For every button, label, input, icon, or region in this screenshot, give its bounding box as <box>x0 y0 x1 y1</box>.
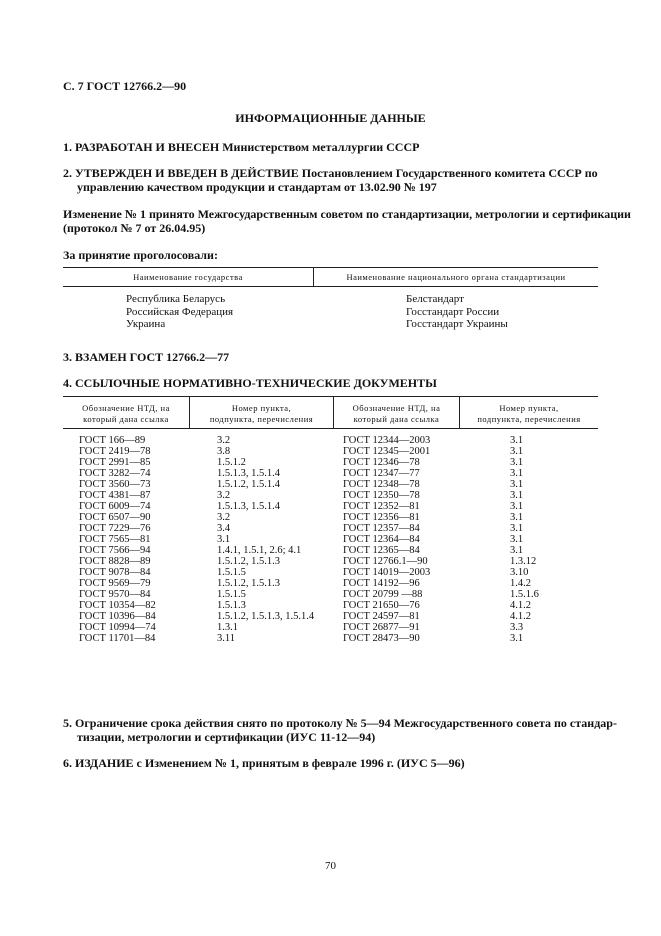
ref-clause: 4.1.2 <box>510 611 531 622</box>
ref-clause: 3.1 <box>510 435 524 446</box>
body-name: Госстандарт Украины <box>406 318 508 330</box>
ref-clause: 1.5.1.3, 1.5.1.4 <box>217 468 280 479</box>
ref-col4-header-line1: Номер пункта, <box>499 403 559 413</box>
item-6: 6. ИЗДАНИЕ с Изменением № 1, принятым в феврале 1996 г. (ИУС 5—96) <box>63 756 465 770</box>
ref-designation: ГОСТ 14019—2003 <box>343 567 431 578</box>
ref-col4-header <box>460 403 598 425</box>
ref-clause: 3.1 <box>510 501 524 512</box>
state-name: Российская Федерация <box>126 305 234 318</box>
ref-col1-values <box>79 435 156 644</box>
item-5-line-2: тизации, метрологии и сертификации (ИУС 11-12—94) <box>77 730 376 744</box>
ref-col1-header <box>63 403 189 425</box>
ref-designation: ГОСТ 12357—84 <box>343 523 420 534</box>
ref-designation: ГОСТ 3560—73 <box>79 479 151 490</box>
ref-designation: ГОСТ 8828—89 <box>79 556 151 567</box>
ref-designation: ГОСТ 12347—77 <box>343 468 420 479</box>
ref-designation: ГОСТ 6009—74 <box>79 501 151 512</box>
ref-designation: ГОСТ 6507—90 <box>79 512 151 523</box>
ref-designation: ГОСТ 10994—74 <box>79 622 156 633</box>
ref-designation: ГОСТ 12766.1—90 <box>343 556 428 567</box>
ref-designation: ГОСТ 12350—78 <box>343 490 420 501</box>
ref-clause: 3.1 <box>510 446 524 457</box>
item-2-line-1: 2. УТВЕРЖДЕН И ВВЕДЕН В ДЕЙСТВИЕ Постановлением Государственного комитета СССР по <box>63 166 598 180</box>
ref-designation: ГОСТ 7229—76 <box>79 523 151 534</box>
ref-designation: ГОСТ 26877—91 <box>343 622 420 633</box>
ref-clause: 1.5.1.6 <box>510 589 539 600</box>
ref-designation: ГОСТ 20799 —88 <box>343 589 423 600</box>
ref-clause: 3.2 <box>217 435 231 446</box>
ref-clause: 3.3 <box>510 622 524 633</box>
ref-designation: ГОСТ 12346—78 <box>343 457 420 468</box>
ref-designation: ГОСТ 4381—87 <box>79 490 151 501</box>
ref-designation: ГОСТ 12348—78 <box>343 479 420 490</box>
ref-clause: 1.4.2 <box>510 578 531 589</box>
ref-clause: 3.2 <box>217 512 231 523</box>
page-header: С. 7 ГОСТ 12766.2—90 <box>63 79 187 93</box>
ref-clause: 3.2 <box>217 490 231 501</box>
ref-clause: 1.3.1 <box>217 622 238 633</box>
ref-designation: ГОСТ 9570—84 <box>79 589 151 600</box>
ref-clause: 3.1 <box>510 457 524 468</box>
ref-clause: 1.3.12 <box>510 556 537 567</box>
voted-label: За принятие проголосовали: <box>63 248 218 262</box>
states-table-header-rule <box>63 286 598 287</box>
ref-designation: ГОСТ 12344—2003 <box>343 435 431 446</box>
state-name: Республика Беларусь <box>126 293 226 305</box>
bodies-list <box>406 293 508 331</box>
ref-designation: ГОСТ 28473—90 <box>343 633 420 644</box>
ref-designation: ГОСТ 10354—82 <box>79 600 156 611</box>
ref-designation: ГОСТ 7565—81 <box>79 534 151 545</box>
ref-clause: 3.1 <box>510 479 524 490</box>
item-4: 4. ССЫЛОЧНЫЕ НОРМАТИВНО-ТЕХНИЧЕСКИЕ ДОКУМЕНТЫ <box>63 376 437 390</box>
ref-clause: 1.5.1.2, 1.5.1.3, 1.5.1.4 <box>217 611 315 622</box>
item-2-line-2: управлению качеством продукции и стандартам от 13.02.90 № 197 <box>77 180 437 194</box>
ref-col2-header <box>190 403 333 425</box>
ref-designation: ГОСТ 11701—84 <box>79 633 156 644</box>
bodies-col-header: Наименование национального органа стандартизации <box>346 272 566 282</box>
states-col-header: Наименование государства <box>133 272 243 282</box>
body-name: Белстандарт <box>406 293 464 305</box>
change-line-1: Изменение № 1 принято Межгосударственным советом по стандартизации, метрологии и сертификации <box>63 207 631 221</box>
state-name: Украина <box>126 318 166 330</box>
ref-designation: ГОСТ 14192—96 <box>343 578 420 589</box>
body-name: Госстандарт России <box>406 305 500 318</box>
ref-clause: 1.5.1.3 <box>217 600 246 611</box>
ref-col3-header-line2: который дана ссылка <box>353 414 440 424</box>
ref-clause: 1.5.1.3, 1.5.1.4 <box>217 501 280 512</box>
ref-clause: 3.1 <box>510 545 524 556</box>
ref-col1-header-line2: который дана ссылка <box>83 414 169 424</box>
ref-clause: 3.1 <box>510 490 524 501</box>
ref-designation: ГОСТ 9078—84 <box>79 567 151 578</box>
ref-designation: ГОСТ 12365—84 <box>343 545 420 556</box>
ref-clause: 3.1 <box>510 468 524 479</box>
item-3: 3. ВЗАМЕН ГОСТ 12766.2—77 <box>63 350 230 364</box>
ref-clause: 1.5.1.5 <box>217 567 246 578</box>
states-list <box>126 293 233 331</box>
ref-designation: ГОСТ 21650—76 <box>343 600 420 611</box>
ref-clause: 3.1 <box>510 534 524 545</box>
ref-designation: ГОСТ 12364—84 <box>343 534 420 545</box>
ref-col4-header-line2: подпункта, перечисления <box>477 414 581 424</box>
ref-designation: ГОСТ 7566—94 <box>79 545 151 556</box>
ref-clause: 1.4.1, 1.5.1, 2.6; 4.1 <box>217 545 302 556</box>
ref-clause: 1.5.1.5 <box>217 589 246 600</box>
ref-col1-header-line1: Обозначение НТД, на <box>82 403 170 413</box>
ref-clause: 3.1 <box>217 534 231 545</box>
ref-col2-header-line2: подпункта, перечисления <box>209 414 314 424</box>
ref-clause: 3.1 <box>510 633 524 644</box>
ref-designation: ГОСТ 12345—2001 <box>343 446 431 457</box>
ref-table-top-rule <box>63 396 598 397</box>
page-number: 70 <box>325 860 336 872</box>
ref-designation: ГОСТ 24597—81 <box>343 611 420 622</box>
ref-col2-values <box>217 435 314 644</box>
ref-col3-header <box>334 403 459 425</box>
item-1: 1. РАЗРАБОТАН И ВНЕСЕН Министерством металлургии СССР <box>63 140 420 154</box>
ref-col3-header-line1: Обозначение НТД, на <box>352 403 441 413</box>
ref-clause: 1.5.1.2, 1.5.1.4 <box>217 479 280 490</box>
ref-col3-values <box>343 435 430 644</box>
ref-col2-header-line1: Номер пункта, <box>231 403 292 413</box>
change-line-2: (протокол № 7 от 26.04.95) <box>63 221 206 235</box>
ref-designation: ГОСТ 9569—79 <box>79 578 151 589</box>
ref-clause: 1.5.1.2, 1.5.1.3 <box>217 578 280 589</box>
ref-clause: 3.11 <box>217 633 235 644</box>
ref-designation: ГОСТ 2419—78 <box>79 446 151 457</box>
ref-clause: 3.1 <box>510 523 524 534</box>
states-table-top-rule <box>63 267 598 268</box>
ref-clause: 3.4 <box>217 523 231 534</box>
item-5-line-1: 5. Ограничение срока действия снято по протоколу № 5—94 Межгосударственного совета по стандар- <box>63 716 617 730</box>
ref-clause: 3.10 <box>510 567 529 578</box>
ref-designation: ГОСТ 3282—74 <box>79 468 151 479</box>
ref-clause: 1.5.1.2 <box>217 457 246 468</box>
ref-designation: ГОСТ 2991—85 <box>79 457 151 468</box>
ref-clause: 3.1 <box>510 512 524 523</box>
ref-clause: 1.5.1.2, 1.5.1.3 <box>217 556 280 567</box>
ref-col4-values <box>510 435 539 644</box>
ref-designation: ГОСТ 10396—84 <box>79 611 156 622</box>
ref-designation: ГОСТ 12356—81 <box>343 512 420 523</box>
ref-clause: 4.1.2 <box>510 600 531 611</box>
ref-designation: ГОСТ 166—89 <box>79 435 146 446</box>
ref-clause: 3.8 <box>217 446 231 457</box>
ref-table-header-rule <box>63 428 598 429</box>
section-title: ИНФОРМАЦИОННЫЕ ДАННЫЕ <box>235 111 426 125</box>
ref-designation: ГОСТ 12352—81 <box>343 501 420 512</box>
